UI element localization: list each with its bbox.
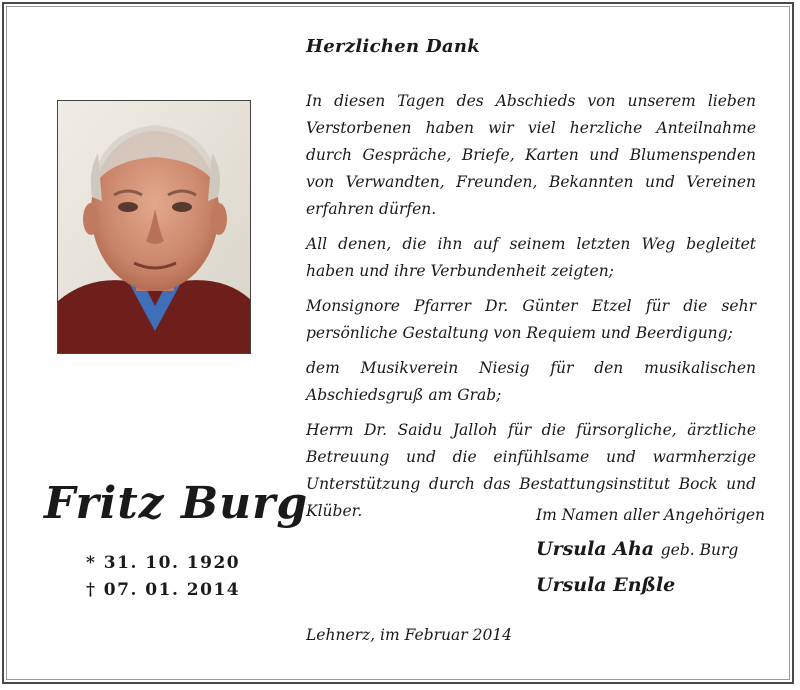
paragraph-3: Monsignore Pfarrer Dr. Günter Etzel für die sehr persönliche Gestaltung von Requiem und Beerdigung; [306,297,756,342]
signature-intro: Im Namen aller Angehörigen [536,506,766,524]
signer-1-note: geb. Burg [660,541,739,559]
deceased-name: Fritz Burg [44,478,309,529]
signer-1-name: Ursula Aha [536,538,655,560]
signer-2: Ursula Enßle [536,574,676,596]
paragraph-4: dem Musikverein Niesig für den musikalischen Abschiedsgruß am Grab; [306,359,756,404]
place-date: Lehnerz, im Februar 2014 [306,626,513,644]
life-dates [86,550,240,604]
paragraph-5: Herrn Dr. Saidu Jalloh für die fürsorgliche, ärztliche Betreuung und die einfühlsame und warmherzige Unterstützung durch das Bestattungsinstitut Bock und Klüber. [306,421,756,520]
birth-date: * 31. 10. 1920 [86,553,241,573]
heading: Herzlichen Dank [306,36,481,57]
message-body [306,88,756,525]
paragraph-2: All denen, die ihn auf seinem letzten Weg begleitet haben und ihre Verbundenheit zeigten; [306,235,756,280]
death-date: † 07. 01. 2014 [86,580,241,600]
portrait-photo [57,100,251,354]
paragraph-1: In diesen Tagen des Abschieds von unserem lieben Verstorbenen haben wir viel herzliche Anteilnahme durch Gespräche, Briefe, Karten und Blumenspenden von Verwandten, Freunden, Bekannten und Vereinen erfahren dürfen. [306,92,756,218]
signer-1 [536,538,738,560]
